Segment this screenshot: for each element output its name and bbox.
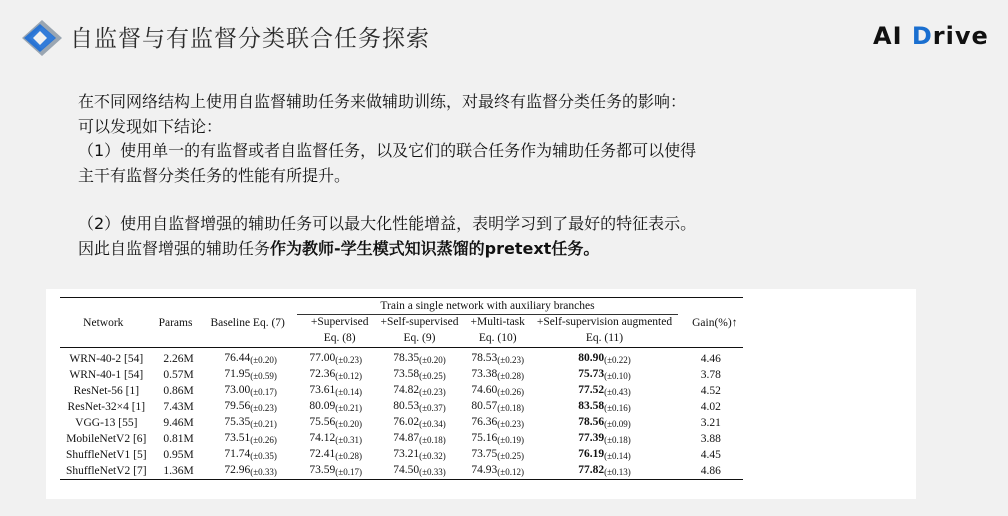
cell-std: (±0.20) bbox=[419, 355, 446, 365]
col-multi-task: +Multi-task bbox=[470, 316, 525, 328]
table-row bbox=[60, 399, 743, 415]
cell-baseline bbox=[204, 415, 296, 431]
brand-logo bbox=[873, 22, 989, 50]
cell-value: 80.90 bbox=[578, 352, 605, 364]
cell-value: 73.51 bbox=[224, 432, 251, 444]
cell-params: 7.43M bbox=[163, 401, 194, 413]
cell-network: ShuffleNetV2 [7] bbox=[66, 465, 147, 477]
col-params: Params bbox=[158, 316, 193, 329]
col-ssa: +Self-supervision augmented bbox=[536, 316, 673, 328]
col-gain: Gain(%)↑ bbox=[692, 316, 738, 329]
cell-gain: 3.21 bbox=[700, 417, 721, 429]
cell-value: 80.09 bbox=[309, 400, 336, 412]
cell-value: 72.36 bbox=[309, 368, 336, 380]
cell-network: MobileNetV2 [6] bbox=[66, 433, 147, 445]
cell-std: (±0.20) bbox=[250, 355, 277, 365]
cell-self bbox=[374, 415, 464, 431]
cell-value: 72.41 bbox=[309, 448, 336, 460]
cell-baseline bbox=[204, 463, 296, 480]
cell-std: (±0.21) bbox=[335, 403, 362, 413]
cell-self bbox=[374, 447, 464, 463]
cell-std: (±0.43) bbox=[604, 387, 631, 397]
cell-gain: 4.45 bbox=[700, 449, 721, 461]
cell-std: (±0.59) bbox=[250, 371, 277, 381]
col-supervised: +Supervised bbox=[310, 316, 369, 328]
cell-std: (±0.18) bbox=[604, 435, 631, 445]
cell-std: (±0.26) bbox=[250, 435, 277, 445]
results-table-card bbox=[46, 289, 916, 499]
cell-ssa bbox=[531, 399, 678, 415]
cell-ssa bbox=[531, 463, 678, 480]
cell-self bbox=[374, 348, 464, 368]
table-row bbox=[60, 348, 743, 368]
cell-value: 77.82 bbox=[578, 464, 605, 476]
cell-std: (±0.21) bbox=[250, 419, 277, 429]
cell-value: 80.57 bbox=[471, 400, 498, 412]
cell-self bbox=[374, 399, 464, 415]
cell-multi bbox=[465, 447, 531, 463]
cell-value: 83.58 bbox=[578, 400, 605, 412]
cell-value: 75.56 bbox=[309, 416, 336, 428]
cell-ssa bbox=[531, 415, 678, 431]
col-network: Network bbox=[83, 316, 124, 329]
cell-params: 0.57M bbox=[163, 369, 194, 381]
cell-std: (±0.23) bbox=[497, 355, 524, 365]
cell-sup bbox=[297, 431, 375, 447]
cell-gain: 3.78 bbox=[700, 369, 721, 381]
cell-ssa bbox=[531, 447, 678, 463]
cell-std: (±0.37) bbox=[419, 403, 446, 413]
cell-value: 77.52 bbox=[578, 384, 605, 396]
cell-baseline bbox=[204, 447, 296, 463]
cell-std: (±0.33) bbox=[250, 467, 277, 477]
cell-sup bbox=[297, 367, 375, 383]
cell-value: 73.58 bbox=[393, 368, 420, 380]
cell-multi bbox=[465, 463, 531, 480]
cell-gain: 3.88 bbox=[700, 433, 721, 445]
cell-gain: 4.86 bbox=[700, 465, 721, 477]
page-title: 自监督与有监督分类联合任务探索 bbox=[70, 26, 430, 52]
cell-std: (±0.12) bbox=[335, 371, 362, 381]
cell-std: (±0.14) bbox=[604, 451, 631, 461]
cell-std: (±0.18) bbox=[419, 435, 446, 445]
cell-self bbox=[374, 367, 464, 383]
cell-value: 73.38 bbox=[471, 368, 498, 380]
cell-value: 73.75 bbox=[471, 448, 498, 460]
cell-value: 78.35 bbox=[393, 352, 420, 364]
cell-std: (±0.23) bbox=[250, 403, 277, 413]
results-table bbox=[60, 297, 743, 480]
cell-value: 74.82 bbox=[393, 384, 420, 396]
cell-network: ShuffleNetV1 [5] bbox=[66, 449, 147, 461]
cell-value: 75.35 bbox=[224, 416, 251, 428]
cell-gain: 4.02 bbox=[700, 401, 721, 413]
cell-baseline bbox=[204, 431, 296, 447]
cell-value: 73.00 bbox=[224, 384, 251, 396]
text-line: 主干有监督分类任务的性能有所提升。 bbox=[78, 165, 351, 185]
col-supervised-eq: Eq. (8) bbox=[323, 332, 356, 344]
col-ssa-eq: Eq. (11) bbox=[585, 332, 624, 344]
cell-std: (±0.22) bbox=[604, 355, 631, 365]
cell-ssa bbox=[531, 383, 678, 399]
cell-params: 2.26M bbox=[163, 353, 194, 365]
cell-value: 75.73 bbox=[578, 368, 605, 380]
slide-header bbox=[0, 0, 1008, 80]
cell-value: 76.19 bbox=[578, 448, 605, 460]
cell-std: (±0.33) bbox=[419, 467, 446, 477]
text-line: （1）使用单一的有监督或者自监督任务，以及它们的联合任务作为辅助任务都可以使得 bbox=[78, 141, 697, 160]
cell-std: (±0.28) bbox=[497, 371, 524, 381]
cell-std: (±0.23) bbox=[419, 387, 446, 397]
brand-mark: D bbox=[911, 22, 933, 50]
cell-value: 74.50 bbox=[393, 464, 420, 476]
cell-std: (±0.25) bbox=[419, 371, 446, 381]
cell-network: WRN-40-1 [54] bbox=[69, 369, 144, 381]
cell-multi bbox=[465, 431, 531, 447]
cell-network: ResNet-32×4 [1] bbox=[67, 401, 146, 413]
cell-value: 71.74 bbox=[224, 448, 251, 460]
cell-ssa bbox=[531, 431, 678, 447]
cell-std: (±0.16) bbox=[604, 403, 631, 413]
cell-value: 73.59 bbox=[309, 464, 336, 476]
table-row bbox=[60, 383, 743, 399]
cell-std: (±0.28) bbox=[335, 451, 362, 461]
cell-value: 76.44 bbox=[224, 352, 251, 364]
cell-self bbox=[374, 431, 464, 447]
brand-suffix: rive bbox=[932, 22, 989, 50]
cell-multi bbox=[465, 399, 531, 415]
text-line: 可以发现如下结论： bbox=[78, 116, 223, 136]
cell-gain: 4.52 bbox=[700, 385, 721, 397]
cell-std: (±0.19) bbox=[497, 435, 524, 445]
text-emphasis: 作为教师-学生模式知识蒸馏的pretext任务。 bbox=[270, 238, 600, 258]
cell-multi bbox=[465, 415, 531, 431]
cell-multi bbox=[465, 367, 531, 383]
cell-params: 0.86M bbox=[163, 385, 194, 397]
cell-value: 73.21 bbox=[393, 448, 420, 460]
body-text bbox=[78, 90, 958, 261]
cell-sup bbox=[297, 348, 375, 368]
cell-std: (±0.17) bbox=[250, 387, 277, 397]
table-row bbox=[60, 431, 743, 447]
table-row bbox=[60, 447, 743, 463]
cell-value: 76.02 bbox=[393, 416, 420, 428]
cell-sup bbox=[297, 383, 375, 399]
cell-self bbox=[374, 463, 464, 480]
cell-baseline bbox=[204, 367, 296, 383]
col-baseline: Baseline Eq. (7) bbox=[210, 316, 285, 329]
cell-baseline bbox=[204, 383, 296, 399]
cell-std: (±0.13) bbox=[604, 467, 631, 477]
cell-std: (±0.09) bbox=[604, 419, 631, 429]
cell-network: WRN-40-2 [54] bbox=[69, 353, 144, 365]
cell-std: (±0.35) bbox=[250, 451, 277, 461]
cell-baseline bbox=[204, 348, 296, 368]
cell-std: (±0.18) bbox=[497, 403, 524, 413]
cell-network: ResNet-56 [1] bbox=[73, 385, 140, 397]
cell-std: (±0.31) bbox=[335, 435, 362, 445]
cell-multi bbox=[465, 383, 531, 399]
brand-prefix: AI bbox=[873, 22, 912, 50]
diamond-logo-icon bbox=[20, 18, 64, 58]
cell-std: (±0.20) bbox=[335, 419, 362, 429]
cell-self bbox=[374, 383, 464, 399]
cell-value: 74.87 bbox=[393, 432, 420, 444]
cell-std: (±0.32) bbox=[419, 451, 446, 461]
cell-sup bbox=[297, 447, 375, 463]
cell-std: (±0.26) bbox=[497, 387, 524, 397]
cell-value: 72.96 bbox=[224, 464, 251, 476]
cell-value: 80.53 bbox=[393, 400, 420, 412]
table-row bbox=[60, 415, 743, 431]
cell-sup bbox=[297, 463, 375, 480]
cell-std: (±0.14) bbox=[335, 387, 362, 397]
text-line: （2）使用自监督增强的辅助任务可以最大化性能增益，表明学习到了最好的特征表示。 bbox=[78, 214, 697, 233]
cell-baseline bbox=[204, 399, 296, 415]
col-multi-task-eq: Eq. (10) bbox=[478, 332, 517, 344]
cell-sup bbox=[297, 399, 375, 415]
cell-value: 73.61 bbox=[309, 384, 336, 396]
cell-value: 74.93 bbox=[471, 464, 498, 476]
cell-sup bbox=[297, 415, 375, 431]
table-row bbox=[60, 367, 743, 383]
cell-std: (±0.23) bbox=[497, 419, 524, 429]
col-self-supervised: +Self-supervised bbox=[380, 316, 459, 328]
text-line: 在不同网络结构上使用自监督辅助任务来做辅助训练，对最终有监督分类任务的影响： bbox=[78, 92, 687, 111]
cell-params: 0.95M bbox=[163, 449, 194, 461]
cell-value: 76.36 bbox=[471, 416, 498, 428]
cell-std: (±0.34) bbox=[419, 419, 446, 429]
cell-params: 1.36M bbox=[163, 465, 194, 477]
text-line bbox=[78, 237, 958, 262]
col-group-header: Train a single network with auxiliary branches bbox=[297, 298, 678, 315]
cell-value: 79.56 bbox=[224, 400, 251, 412]
cell-value: 78.56 bbox=[578, 416, 605, 428]
cell-value: 71.95 bbox=[224, 368, 251, 380]
cell-gain: 4.46 bbox=[700, 353, 721, 365]
cell-params: 9.46M bbox=[163, 417, 194, 429]
cell-ssa bbox=[531, 367, 678, 383]
table-row bbox=[60, 463, 743, 480]
cell-value: 75.16 bbox=[471, 432, 498, 444]
cell-value: 74.12 bbox=[309, 432, 336, 444]
cell-params: 0.81M bbox=[163, 433, 194, 445]
cell-ssa bbox=[531, 348, 678, 368]
cell-std: (±0.17) bbox=[335, 467, 362, 477]
cell-std: (±0.23) bbox=[335, 355, 362, 365]
text-span: 因此自监督增强的辅助任务 bbox=[78, 238, 271, 258]
cell-value: 78.53 bbox=[471, 352, 498, 364]
cell-std: (±0.12) bbox=[497, 467, 524, 477]
cell-value: 74.60 bbox=[471, 384, 498, 396]
cell-std: (±0.10) bbox=[604, 371, 631, 381]
cell-multi bbox=[465, 348, 531, 368]
cell-network: VGG-13 [55] bbox=[75, 417, 138, 429]
cell-std: (±0.25) bbox=[497, 451, 524, 461]
cell-value: 77.00 bbox=[309, 352, 336, 364]
col-self-supervised-eq: Eq. (9) bbox=[403, 332, 436, 344]
cell-value: 77.39 bbox=[578, 432, 605, 444]
